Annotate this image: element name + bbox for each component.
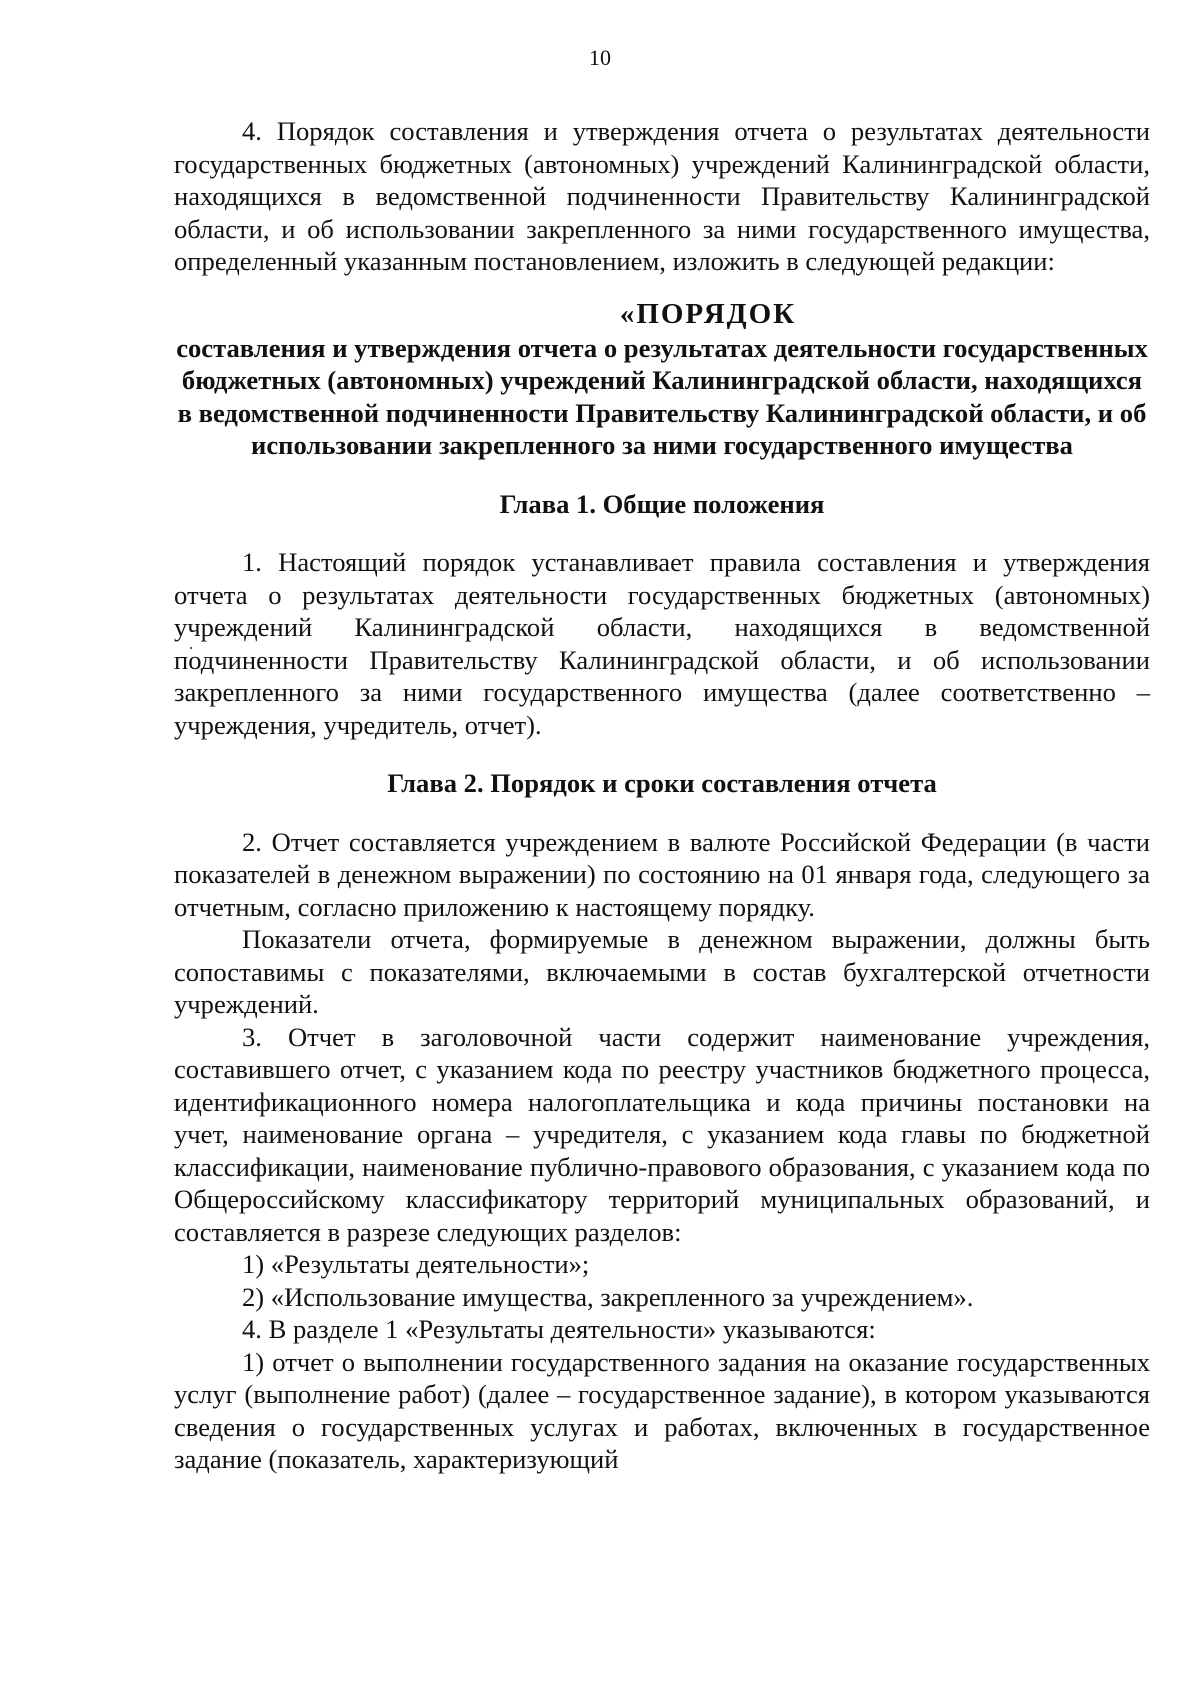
chapter-2-paragraph: 3. Отчет в заголовочной части содержит наименование учреждения, составившего отчет, с указанием кода по реестру участников бюджетного процесса, идентификационного номера налогоплательщика и кода причины постановки на учет, наименование органа – учредителя, с указанием кода главы по бюджетной классификации, наименование публично-правового образования, с указанием кода по Общероссийскому классификатору территорий муниципальных образований, и составляется в разрезе следующих разделов: bbox=[174, 1021, 1150, 1247]
section-list-item: 1) «Результаты деятельности»; bbox=[242, 1249, 590, 1279]
intro-paragraph: 4. Порядок составления и утверждения отчета о результатах деятельности государственных бюджетных (автономных) учреждений Калининградской области, находящихся в ведомственной подчиненности Правительству Калининградской области, и об использовании закрепленного за ними государственного имущества, определенный указанным постановлением, изложить в следующей редакции: bbox=[174, 116, 1150, 276]
order-title-subtitle: составления и утверждения отчета о результатах деятельности государственных бюджетных (автономных) учреждений Калининградской области, находящихся в ведомственной подчиненности Правительству Калининградской области, и об использовании закрепленного за ними государственного имущества bbox=[176, 332, 1148, 460]
order-title bbox=[174, 296, 1150, 462]
chapter-1-heading: Глава 1. Общие положения bbox=[499, 488, 825, 519]
chapter-1-paragraph: 1. Настоящий порядок устанавливает правила составления и утверждения отчета о результатах деятельности государственных бюджетных (автономных) учреждений Калининградской области, находящихся в ведомственной подчиненности Правительству Калининградской области, и об использовании закрепленного за ними государственного имущества (далее соответственно – учреждения, учредитель, отчет). bbox=[174, 547, 1150, 740]
section-list-item: 2) «Использование имущества, закрепленного за учреждением». bbox=[242, 1281, 974, 1312]
page-number: 10 bbox=[589, 45, 611, 70]
chapter-2-paragraph: 4. В разделе 1 «Результаты деятельности» указываются: bbox=[242, 1314, 876, 1344]
chapter-2-heading: Глава 2. Порядок и сроки составления отчета bbox=[387, 768, 937, 798]
chapter-2-paragraph: 1) отчет о выполнении государственного задания на оказание государственных услуг (выполнение работ) (далее – государственное задание), в котором указываются сведения о государственных услугах и работах, включенных в государственное задание (показатель, характеризующий bbox=[174, 1346, 1150, 1474]
chapter-2-paragraph: Показатели отчета, формируемые в денежном выражении, должны быть сопоставимы с показателями, включаемыми в состав бухгалтерской отчетности учреждений. bbox=[174, 924, 1150, 1019]
chapter-2-paragraph: 2. Отчет составляется учреждением в валюте Российской Федерации (в части показателей в денежном выражении) по состоянию на 01 января года, следующего за отчетным, согласно приложению к настоящему порядку. bbox=[174, 826, 1150, 922]
order-title-main: «ПОРЯДОК bbox=[619, 297, 797, 330]
document-body bbox=[174, 115, 1150, 1476]
